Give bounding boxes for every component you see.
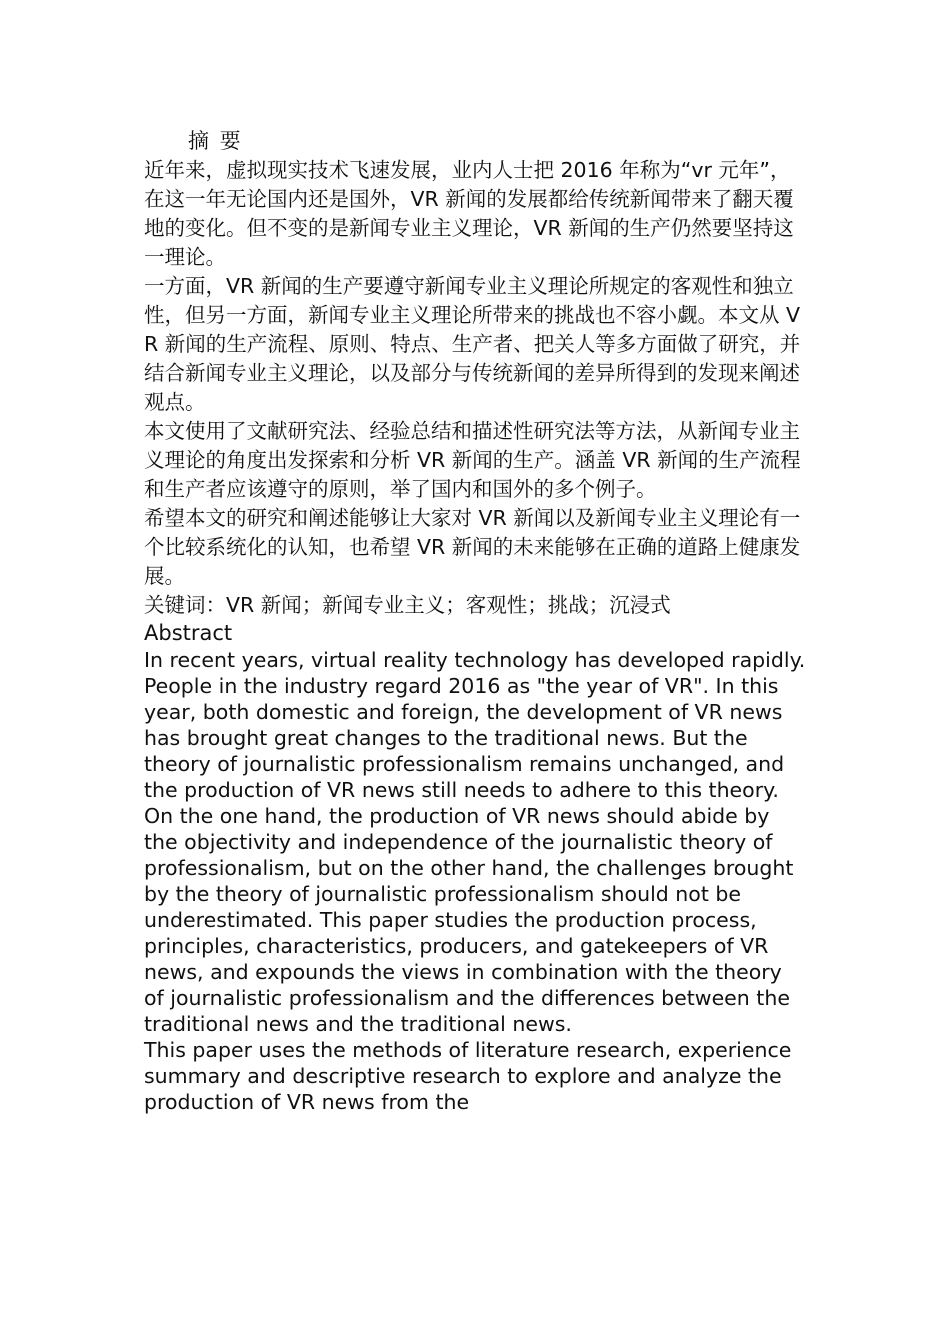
en-paragraph-1: In recent years, virtual reality technology has developed rapidly. People in the industry regard 2016 as "the year of VR". In this year, both domestic and foreign, the development of VR news has brought great changes to the traditional news. But the theory of journalistic professionalism remains unchanged, and the production of VR news still needs to adhere to this theory. xyxy=(144,648,806,802)
en-abstract-title: Abstract xyxy=(144,621,233,645)
zh-abstract-title: 摘 要 xyxy=(188,129,243,153)
zh-paragraph-3: 本文使用了文献研究法、经验总结和描述性研究法等方法，从新闻专业主义理论的角度出发探索和分析 VR 新闻的生产。涵盖 VR 新闻的生产流程和生产者应该遵守的原则，举了国内和国外的多个例子。 xyxy=(144,419,801,501)
zh-keywords: 关键词：VR 新闻；新闻专业主义；客观性；挑战；沉浸式 xyxy=(144,593,671,617)
document-page xyxy=(144,126,808,1115)
zh-paragraph-1: 近年来，虚拟现实技术飞速发展，业内人士把 2016 年称为“vr 元年”，在这一年无论国内还是国外，VR 新闻的发展都给传统新闻带来了翻天覆地的变化。但不变的是新闻专业主义理论，VR 新闻的生产仍然要坚持这一理论。 xyxy=(144,158,794,269)
en-paragraph-2: On the one hand, the production of VR news should abide by the objectivity and independence of the journalistic theory of professionalism, but on the other hand, the challenges brought by the theory of journalistic professionalism should not be underestimated. This paper studies the production process, principles, characteristics, producers, and gatekeepers of VR news, and expounds the views in combination with the theory of journalistic professionalism and the differences between the traditional news and the traditional news. xyxy=(144,804,794,1036)
zh-paragraph-4: 希望本文的研究和阐述能够让大家对 VR 新闻以及新闻专业主义理论有一个比较系统化的认知，也希望 VR 新闻的未来能够在正确的道路上健康发展。 xyxy=(144,506,801,588)
en-paragraph-3: This paper uses the methods of literature research, experience summary and descriptive research to explore and analyze the production of VR news from the xyxy=(144,1038,792,1114)
zh-paragraph-2: 一方面，VR 新闻的生产要遵守新闻专业主义理论所规定的客观性和独立性，但另一方面，新闻专业主义理论所带来的挑战也不容小觑。本文从 VR 新闻的生产流程、原则、特点、生产者、把关人等多方面做了研究，并结合新闻专业主义理论，以及部分与传统新闻的差异所得到的发现来阐述观点。 xyxy=(144,274,801,414)
